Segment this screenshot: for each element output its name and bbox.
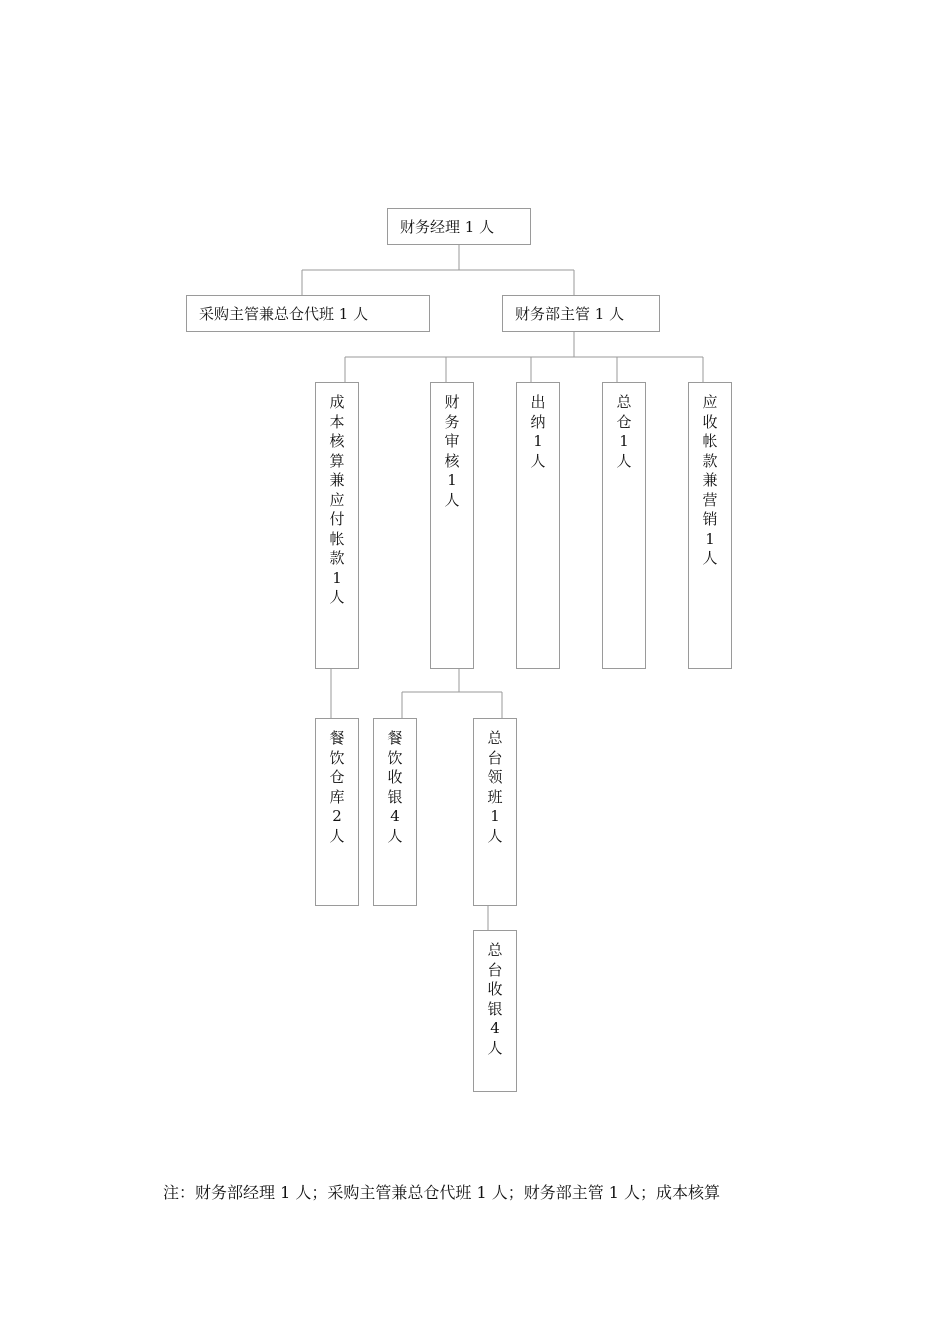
label-front-desk-lead: 总台领班1人 [487,729,503,845]
box-general-warehouse [602,382,646,669]
footnote: 注：财务部经理 1 人；采购主管兼总仓代班 1 人；财务部主管 1 人；成本核算 [163,1183,721,1202]
label-receivables: 应收帐款兼营销1人 [702,393,718,567]
box-finance-supervisor [502,295,660,332]
label-front-desk-cashier: 总台收银4人 [487,941,503,1057]
box-front-desk-cashier [473,930,517,1092]
box-fb-cashier [373,718,417,906]
connector-manager [302,245,574,295]
label-finance-manager: 财务经理 1 人 [400,218,495,236]
label-fb-warehouse: 餐饮仓库2人 [329,729,345,845]
label-cashier: 出纳1人 [530,393,546,470]
label-purchasing-supervisor: 采购主管兼总仓代班 1 人 [199,305,369,323]
connector-audit [402,668,502,718]
connector-supervisor [345,332,703,382]
label-finance-supervisor: 财务部主管 1 人 [515,305,625,323]
box-cashier [516,382,560,669]
box-cost-accounting [315,382,359,669]
box-front-desk-lead [473,718,517,906]
box-finance-manager [387,208,531,245]
label-fb-cashier: 餐饮收银4人 [387,729,403,845]
label-general-warehouse: 总仓1人 [616,393,632,470]
label-finance-audit: 财务审核1人 [444,393,460,509]
box-finance-audit [430,382,474,669]
label-cost-accounting: 成本核算兼应付帐款1人 [329,393,345,606]
box-receivables [688,382,732,669]
box-fb-warehouse [315,718,359,906]
box-purchasing-supervisor [186,295,430,332]
